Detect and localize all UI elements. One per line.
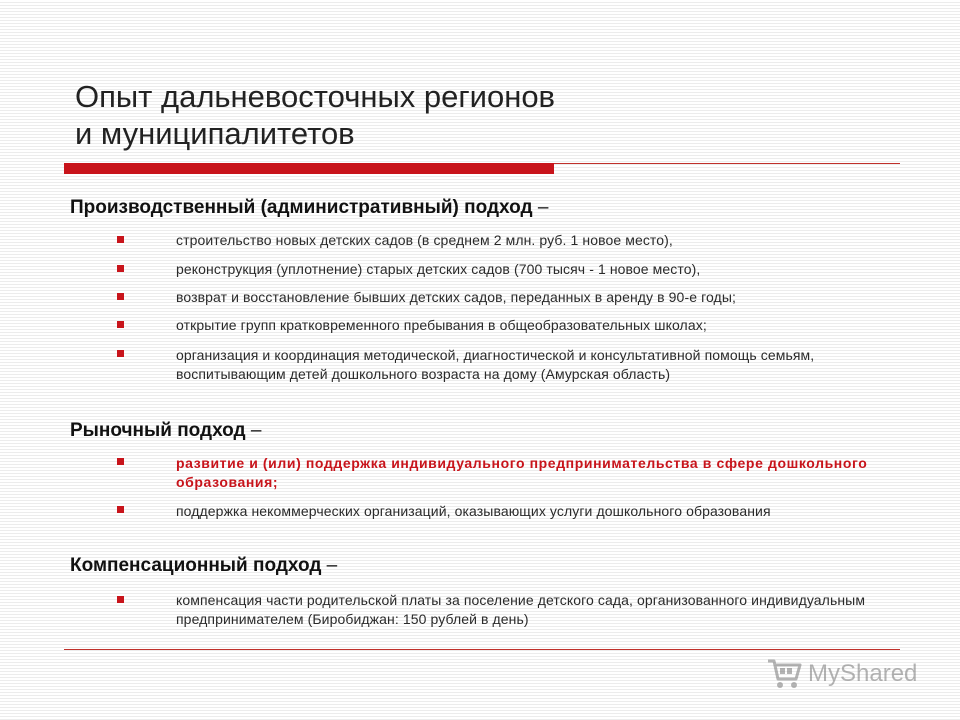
square-bullet-icon <box>117 350 124 357</box>
square-bullet-icon <box>117 293 124 300</box>
list-item: возврат и восстановление бывших детских садов, переданных в аренду в 90-е годы; <box>176 289 736 305</box>
section-heading-compensation <box>70 555 337 577</box>
heading-dash: – <box>245 420 262 441</box>
list-item-highlighted: развитие и (или) поддержка индивидуального предпринимательства в сфере дошкольного образования; <box>176 455 868 490</box>
section-heading-market <box>70 420 261 442</box>
watermark <box>766 656 917 692</box>
slide-title <box>75 78 875 152</box>
list-item: реконструкция (уплотнение) старых детских садов (700 тысяч - 1 новое место), <box>176 261 701 277</box>
slide-title-line-2: и муниципалитетов <box>75 116 355 151</box>
list-item: организация и координация методической, диагностической и консультативной помощь семьям, воспитывающим детей дошкольного возраста на дому (Амурская область) <box>176 347 815 382</box>
cart-icon <box>766 657 802 691</box>
square-bullet-icon <box>117 265 124 272</box>
list-item: открытие групп кратковременного пребывания в общеобразовательных школах; <box>176 317 707 333</box>
list-item: компенсация части родительской платы за поселение детского сада, организованного индивидуальным предпринимателем (Биробиджан: 150 рублей в день) <box>176 592 866 627</box>
section-heading-text: Производственный (административный) подход <box>70 197 533 218</box>
list-item: поддержка некоммерческих организаций, оказывающих услуги дошкольного образования <box>176 503 771 519</box>
heading-dash: – <box>532 197 549 218</box>
square-bullet-icon <box>117 236 124 243</box>
square-bullet-icon <box>117 321 124 328</box>
heading-dash: – <box>321 555 338 576</box>
slide-title-line-1: Опыт дальневосточных регионов <box>75 79 556 114</box>
square-bullet-icon <box>117 506 124 513</box>
footer-divider <box>64 649 900 650</box>
section-heading-text: Компенсационный подход <box>70 555 322 576</box>
list-item: строительство новых детских садов (в среднем 2 млн. руб. 1 новое место), <box>176 232 673 248</box>
square-bullet-icon <box>117 458 124 465</box>
section-heading-production <box>70 197 548 219</box>
square-bullet-icon <box>117 596 124 603</box>
section-heading-text: Рыночный подход <box>70 420 246 441</box>
watermark-text: MyShared <box>808 660 918 687</box>
title-divider-accent <box>64 163 554 174</box>
